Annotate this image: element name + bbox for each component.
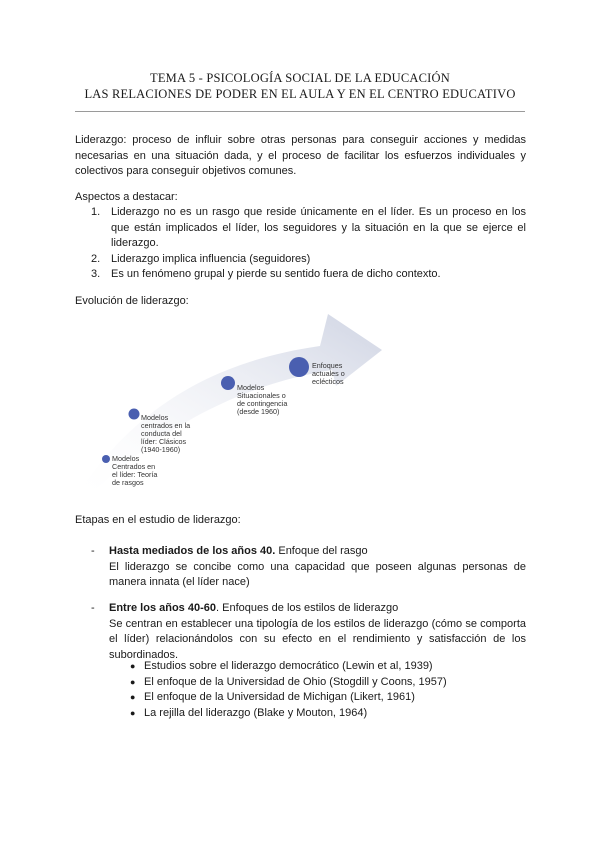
stage-line: El liderazgo se concibe como una capacidad que poseen algunas personas de	[109, 560, 526, 573]
stage-marker	[129, 409, 140, 420]
stage-title	[109, 601, 526, 617]
list-number: 1.	[91, 206, 101, 218]
title-line-2: LAS RELACIONES DE PODER EN EL AULA Y EN EL CENTRO EDUCATIVO	[84, 87, 516, 101]
list-number: 3.	[91, 268, 101, 280]
stage-label-behavior: Modelos centrados en la conducta del líder: Clásicos (1940-1960)	[141, 413, 191, 454]
list-item	[130, 675, 526, 691]
bullet-list	[130, 659, 526, 721]
list-number: 2.	[91, 252, 101, 265]
stage-title-rest: Enfoque del rasgo	[275, 545, 368, 557]
stage-marker	[221, 376, 235, 390]
stage-label-traits: Modelos Centrados en el líder: Teoría de rasgos	[112, 454, 158, 487]
list-line: que están implicados el líder, los seguidores y la situación en la que se ejerce el	[111, 221, 526, 234]
stage-label-situational: Modelos Situacionales o de contingencia (desde 1960)	[237, 383, 288, 416]
stage-marker	[289, 357, 309, 377]
list-line: Liderazgo no es un rasgo que reside únicamente en el líder. Es un proceso en los	[111, 206, 526, 218]
stage-entry	[91, 601, 526, 663]
stage-title-rest: . Enfoques de los estilos de liderazgo	[216, 602, 399, 614]
list-item	[91, 205, 526, 252]
bullet-text: El enfoque de la Universidad de Michigan (Likert, 1961)	[144, 691, 415, 703]
definition-paragraph	[75, 133, 526, 180]
list-item	[130, 659, 526, 675]
definition-line: Liderazgo: proceso de influir sobre otras personas para conseguir acciones y medidas	[75, 134, 526, 146]
stage-title-bold: Entre los años 40-60	[109, 602, 216, 614]
list-item	[91, 252, 526, 268]
list-item	[130, 690, 526, 706]
list-item	[91, 267, 526, 283]
title-line-1: TEMA 5 - PSICOLOGÍA SOCIAL DE LA EDUCACIÓN	[150, 71, 450, 85]
list-line: Es un fenómeno grupal y pierde su sentido fuera de dicho contexto.	[111, 268, 441, 280]
bullet-icon: ●	[130, 661, 136, 671]
stage-line: el líder) relacionándolos con su efecto en el rendimiento y satisfacción de los	[109, 633, 526, 645]
definition-line: necesarias en una situación dada, y el proceso de facilitar los esfuerzos individuales y	[75, 149, 526, 162]
bullet-icon: ●	[130, 707, 136, 718]
definition-line: colectivos para conseguir objetivos comunes.	[75, 165, 297, 177]
stage-line: subordinados.	[109, 648, 179, 661]
evolution-heading: Evolución de liderazgo:	[75, 295, 189, 307]
bullet-text: La rejilla del liderazgo (Blake y Mouton, 1964)	[144, 706, 368, 719]
stage-title-bold: Hasta mediados de los años 40.	[109, 545, 276, 557]
dash-marker: -	[91, 602, 95, 614]
stage-entry	[91, 544, 526, 591]
stage-line: Se centran en establecer una tipología de los estilos de liderazgo (cómo se comporta	[109, 617, 526, 630]
bullet-text: Estudios sobre el liderazgo democrático (Lewin et al, 1939)	[144, 660, 433, 672]
stages-heading: Etapas en el estudio de liderazgo:	[75, 514, 241, 526]
list-item	[130, 706, 526, 722]
stage-title	[109, 544, 526, 560]
stage-line: manera innata (el líder nace)	[109, 576, 250, 588]
stage-label-current: Enfoques actuales o eclécticos	[312, 361, 345, 386]
aspects-heading: Aspectos a destacar:	[75, 191, 178, 203]
stage-marker	[102, 455, 110, 463]
bullet-icon: ●	[130, 692, 136, 702]
list-line: liderazgo.	[111, 237, 159, 249]
aspects-list	[91, 205, 526, 283]
list-line: Liderazgo implica influencia (seguidores)	[111, 252, 311, 265]
bullet-text: El enfoque de la Universidad de Ohio (Stogdill y Coons, 1957)	[144, 675, 447, 688]
document-title	[0, 70, 600, 102]
dash-marker: -	[91, 545, 95, 557]
leadership-evolution-diagram	[70, 308, 390, 498]
bullet-icon: ●	[130, 676, 136, 687]
title-divider	[75, 111, 525, 112]
